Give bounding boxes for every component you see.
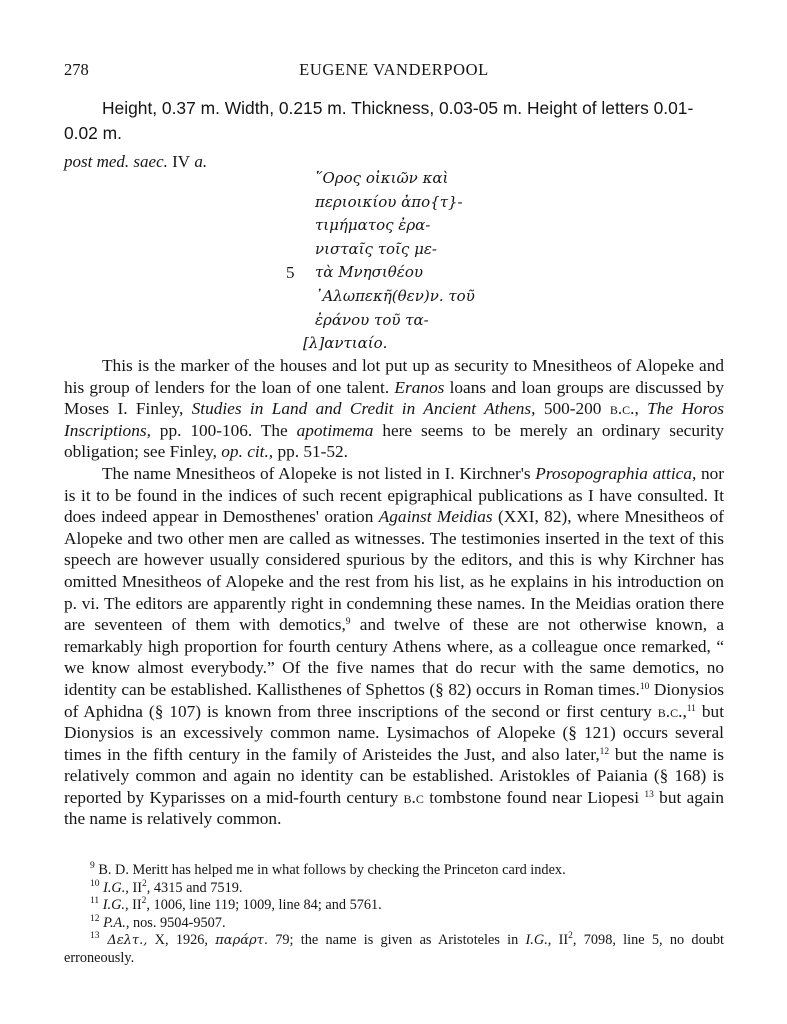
inscription-line-text: τιμήματος ἐρα- [315,216,431,235]
footnote-text: II [128,879,142,896]
footnote [64,915,724,933]
footnote-text: , 7098, line 5, no doubt erroneously. [64,932,724,966]
text-run: but the name is relatively common and again no identity can be established. Aristokles of Paiania (§ 168) is reported by Kyparisses on a mid-fourth century [64,744,724,807]
footnote-text: 79; the name is given as Aristoteles in [267,932,526,948]
inscription-line [286,332,546,356]
text-run: , [634,399,648,419]
footnote-ref[interactable]: 12 [599,746,610,757]
footnotes [64,862,724,967]
footnote-ref[interactable]: 11 [686,703,696,714]
book-title: Prosopographia attica, [535,463,697,483]
footnote [64,932,724,967]
footnote-abbrev: P.A., [99,914,130,931]
inscription-line-text: νισταῖς τοῖς με- [315,239,437,258]
italic-term: op. cit., [221,442,274,462]
inscription-line-text: περιοικίου ἀπο{τ}- [315,192,463,211]
page-number: 278 [64,60,89,79]
text-run: tombstone found near Liopesi [423,787,645,807]
text-run: Dionysios of Aphidna (§ 107) is known from three inscriptions of the second or first century [64,679,724,721]
footnote-ref[interactable]: 13 [644,789,654,800]
footnote-number: 13 [90,931,100,941]
inscription-line-text: ῞Ορος οἰκιῶν καὶ [315,169,449,187]
footnote-number: 12 [90,913,100,924]
inscription-line [286,309,546,333]
text-run: , [682,701,687,721]
book-title: Studies in Land and Credit in Ancient Athens, [191,399,536,419]
footnote-text: B. D. Meritt has helped me in what follows by checking the Princeton card index. [94,862,566,878]
footnote-abbrev: I.G., [525,932,552,948]
footnote-text: II [551,932,569,948]
text-run: but again the name is relatively common. [64,787,724,829]
footnote-abbrev: I.G., [99,879,129,896]
footnote-number: 11 [90,896,100,906]
date-century: IV [172,152,191,171]
text-run: The name Mnesitheos of Alopeke is not listed in I. Kirchner's [102,463,536,483]
inscription-line [286,238,546,262]
inscription-line-text: ᾿Αλωπεκῆ(θεν)ν. τοῦ [315,286,475,305]
page-header [64,60,724,84]
text-run: here seems to be merely an ordinary security obligation; see Finley, [64,420,724,462]
footnote-text: X, 1926, [147,932,216,948]
footnote-text: , 1006, line 119; 1009, line 84; and 5761. [146,897,382,913]
inscription-line [286,214,546,238]
greek-abbrev: παράρτ. [215,933,268,948]
book-title: Against Meidias [378,507,493,527]
italic-term: apotimema [296,420,374,440]
paragraph [64,463,724,830]
text-run: loans and loan groups are discussed by Moses I. Finley, [64,377,724,419]
text-run: This is the marker of the houses and lot put up as security to Mnesitheos of Alopeke and his group of lenders for the loan of one talent. [64,356,724,397]
footnote-number: 9 [90,861,95,871]
inscription-line [286,191,546,215]
inscription-line [286,167,546,191]
inscription-line-text: [λ]αντιαίο. [303,334,388,353]
footnote-number: 10 [90,878,100,889]
text-run: (XXI, 82), where Mnesitheos of Alopeke and two other men are called as witnesses. The testimonies inserted in the text of this speech are however usually considered spurious by the editors, and this is why Kirchner has omitted Mnesitheos of Alopeke and the rest from his list, as he explains in his introduction on p. vi. The editors are apparently right in condemning these names. In the Meidias oration there are seventeen of them with demotics, [64,507,724,635]
inscription-line [286,261,546,285]
book-title: The Horos Inscriptions, [64,399,725,440]
edition-superscript: 2 [142,878,147,889]
footnote [64,862,724,880]
footnote-ref[interactable]: 9 [345,617,351,628]
text-run: but Dionysios is an excessively common name. Lysimachos of Alopeke (§ 121) occurs several times in the fifth century in the family of Aristeides the Just, and also later, [64,701,724,764]
text-run: and twelve of these are not otherwise known, a remarkably high proportion for fourth century Athens where, as a colleague once remarked, “ we know almost everybody.” Of the five names that do recur with the same demotics, no identity can be established. Kallisthenes of Sphettos (§ 82) occurs in Roman times. [64,615,724,699]
date-post: post med. saec. [64,152,168,171]
footnote [64,880,724,898]
footnote-text: , 4315 and 7519. [146,879,243,896]
date-era: a. [194,152,208,171]
inscription-line-text: ἐράνου τοῦ τα- [315,310,429,329]
era-abbrev: b.c. [609,399,635,419]
text-run: nor is it to be found in the indices of such recent epigraphical publications as I have consulted. It does indeed appear in Demosthenes' oration [64,463,724,527]
era-abbrev: b.c [403,787,424,807]
footnote-text: nos. 9504-9507. [129,914,226,931]
body-text [64,355,724,830]
running-head: EUGENE VANDERPOOL [299,60,489,79]
italic-term: Eranos [394,377,445,397]
text-run: pp. 51-52. [273,442,349,462]
footnote-abbrev: I.G., [99,897,129,913]
inscription-line [286,285,546,309]
text-run: 500-200 [535,399,610,419]
footnote-ref[interactable]: 10 [639,681,650,692]
footnote-text: II [128,897,142,913]
inscription-line-text: τὰ Μνησιθέου [315,263,424,282]
era-abbrev: b.c. [657,701,683,721]
text-run: pp. 100-106. The [150,420,297,440]
stone-dimensions: Height, 0.37 m. Width, 0.215 m. Thickness, 0.03-05 m. Height of letters 0.01-0.02 m. [64,98,694,143]
inscription-text [286,167,546,356]
edition-superscript: 2 [141,896,147,906]
greek-abbrev: Δελτ., [99,933,148,948]
footnote [64,897,724,915]
date-line [64,150,207,174]
edition-superscript: 2 [568,931,573,941]
paragraph [64,355,724,463]
line-number: 5 [286,263,295,283]
